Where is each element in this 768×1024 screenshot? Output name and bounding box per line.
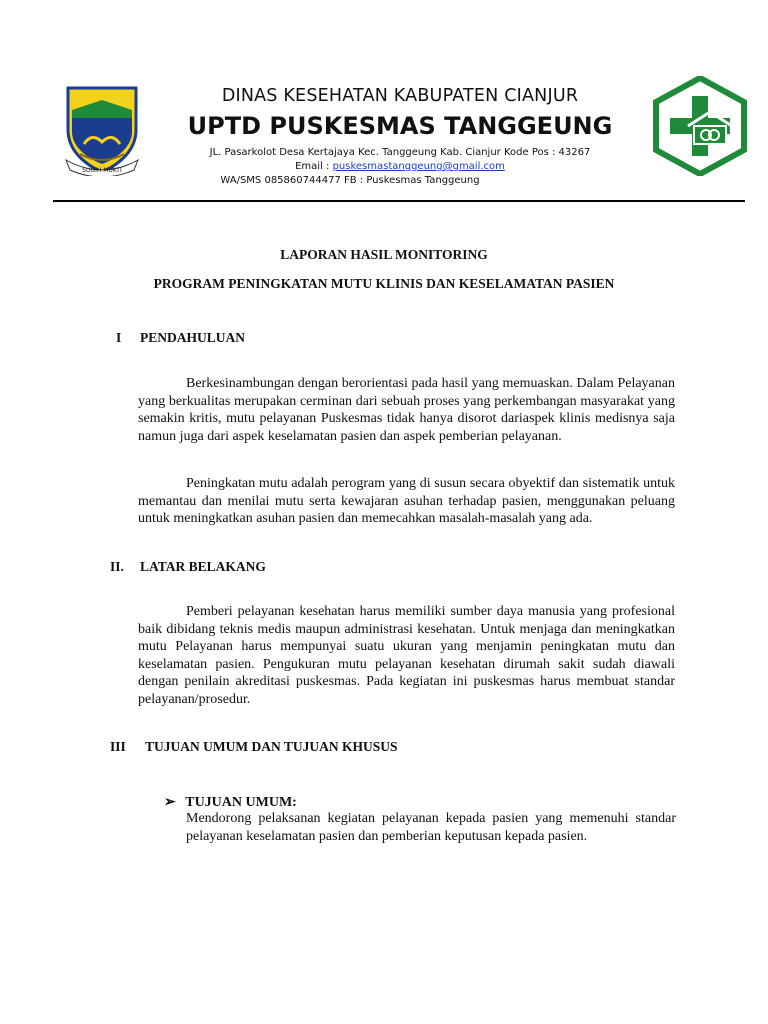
section-1-number: I bbox=[116, 330, 122, 345]
program-title: PROGRAM PENINGKATAN MUTU KLINIS DAN KESELAMATAN PASIEN bbox=[153, 276, 615, 291]
section-2-heading: LATAR BELAKANG bbox=[140, 559, 266, 574]
puskesmas-logo bbox=[652, 76, 748, 176]
letterhead-divider bbox=[53, 200, 745, 202]
letterhead bbox=[0, 0, 768, 205]
section-1-heading: PENDAHULUAN bbox=[140, 330, 246, 345]
section-3-heading: TUJUAN UMUM DAN TUJUAN KHUSUS bbox=[145, 739, 398, 754]
agency-name: DINAS KESEHATAN KABUPATEN CIANJUR bbox=[221, 86, 579, 106]
section-2-paragraph-1: Pemberi pelayanan kesehatan harus memiliki sumber daya manusia yang profesional baik dibidang teknis medis maupun administrasi kesehatan. Untuk menjaga dan meningkatkan mutu Pelayanan harus mempunyai suatu ukuran yang menjamin peningkatan mutu dan keselamatan pasien. Pengukuran mutu pelayanan kesehatan dirumah sakit sudah diawali dengan penilain akreditasi puskesmas. Pada kegiatan ini puskesmas harus membuat standar pelayanan/prosedur. bbox=[138, 604, 675, 707]
email-line bbox=[150, 161, 650, 172]
tujuan-umum-heading: TUJUAN UMUM: bbox=[185, 795, 297, 810]
contact-line: WA/SMS 085860744477 FB : Puskesmas Tanggeung bbox=[220, 175, 480, 186]
tujuan-umum-body: Mendorong pelaksanan kegiatan pelayanan kepada pasien yang memenuhi standar pelayanan keselamatan pasien dan pemberian keputusan kepada pasien. bbox=[186, 811, 676, 844]
email-label: Email : bbox=[295, 161, 333, 172]
report-title: LAPORAN HASIL MONITORING bbox=[280, 247, 488, 262]
address-line: JL. Pasarkolot Desa Kertajaya Kec. Tanggeung Kab. Cianjur Kode Pos : 43267 bbox=[209, 147, 591, 158]
letterhead-text bbox=[150, 86, 650, 186]
tujuan-umum-item bbox=[164, 794, 297, 811]
section-2-number: II. bbox=[110, 559, 124, 574]
organization-name: UPTD PUSKESMAS TANGGEUNG bbox=[187, 112, 613, 140]
emblem-motto: SUGIH MUKTI bbox=[82, 167, 122, 174]
arrow-bullet-icon: ➢ bbox=[164, 795, 176, 810]
regency-emblem-logo bbox=[62, 84, 142, 176]
section-1-paragraph-1: Berkesinambungan dengan berorientasi pada hasil yang memuaskan. Dalam Pelayanan yang berkualitas merupakan cerminan dari sebuah proses yang perkembangan masyarakat yang semakin kritis, mutu pelayanan Puskesmas tidak hanya disorot dariaspek klinis medisnya saja namun juga dari aspek keselamatan pasien dan aspek pemberian pelayanan. bbox=[138, 376, 675, 444]
section-1-paragraph-2: Peningkatan mutu adalah perogram yang di susun secara obyektif dan sistematik untuk memantau dan menilai mutu serta kewajaran asuhan terhadap pasien, menggunakan peluang untuk meningkatkan asuhan pasien dan memecahkan masalah-masalah yang ada. bbox=[138, 476, 675, 526]
section-3-number: III bbox=[110, 739, 126, 754]
email-link[interactable]: puskesmastanggeung@gmail.com bbox=[332, 161, 505, 172]
